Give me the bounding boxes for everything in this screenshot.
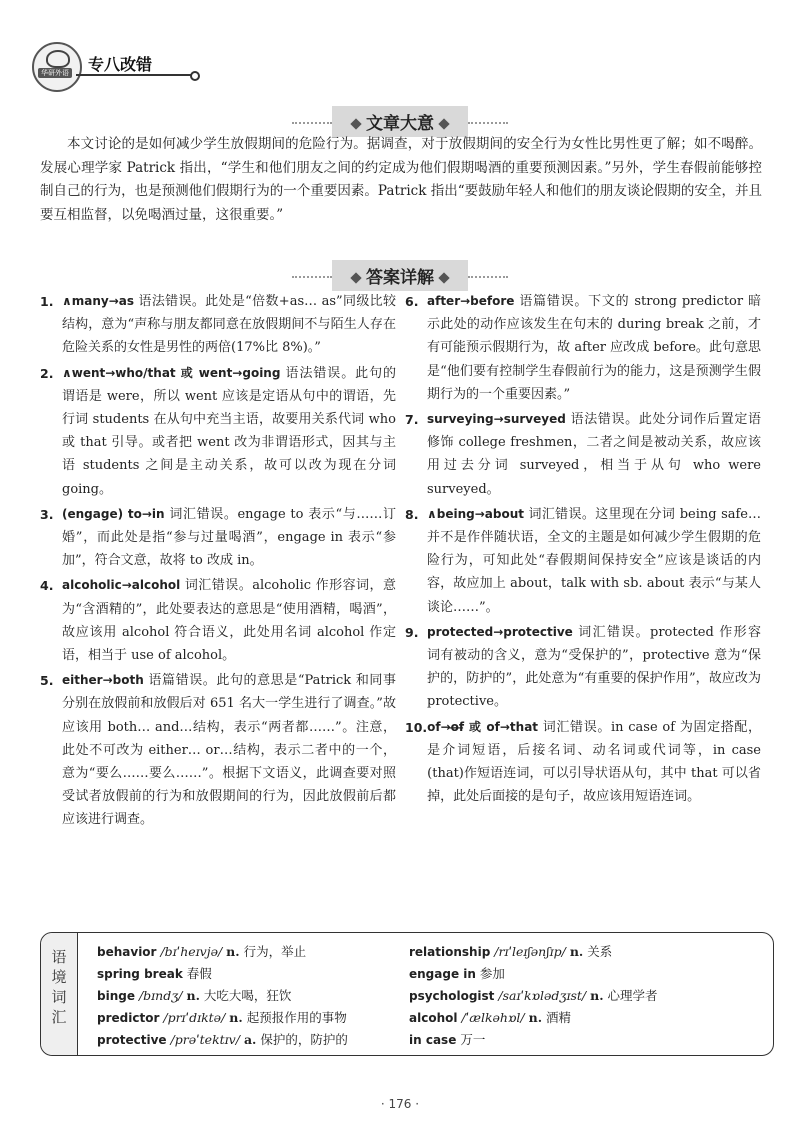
answer-item: 1. ∧many→as 语法错误。此处是“倍数+as… as”同级比较结构，意为“声称与朋友都同意在放假期间不与陌生人存在危险关系的女性是男性的两倍(17%比 8%)。” — [40, 294, 396, 356]
running-title: 专八改错 — [88, 55, 153, 74]
diamond-icon — [350, 272, 361, 283]
answer-item: 7. surveying→surveyed 语法错误。此处分词作后置定语修饰 college freshmen，二者之间是被动关系，故应该用过去分词 surveyed，相当于从句 who were surveyed。 — [405, 412, 761, 497]
vocab-entry: predictor /prɪˈdɪktə/ n. 起预报作用的事物 — [97, 1010, 347, 1025]
correction-key: ∧being→about — [427, 506, 524, 521]
answer-item: 6. after→before 语篇错误。下文的 strong predictor 暗示此处的动作应该发生在句末的 during break 之前，才有可能预示假期行为，故 after 应改成 before。此句意思是“他们要有控制学生春假前行为的能力，这是预测学生假期行为的一个重要因素。” — [405, 294, 761, 402]
page-number: · 176 · — [380, 1097, 420, 1111]
diamond-icon — [438, 272, 449, 283]
vocabulary-tag: 语境词汇 — [41, 933, 78, 1055]
correction-key: ∧many→as — [62, 294, 135, 308]
correction-key: after→before — [427, 294, 515, 308]
vocab-entry: behavior /bɪˈheɪvjə/ n. 行为，举止 — [97, 944, 307, 959]
page-header — [28, 40, 768, 90]
header-rule — [76, 74, 196, 76]
vocabulary-box — [40, 932, 774, 1056]
diamond-icon — [350, 118, 361, 129]
vocab-entry: alcohol /ˈælkəhɒl/ n. 酒精 — [409, 1010, 572, 1025]
answers-right-column — [405, 290, 761, 810]
logo-text: 华研外语 — [41, 69, 69, 77]
section-heading-summary: 文章大意 — [0, 106, 800, 137]
vocab-entry: binge /bɪndʒ/ n. 大吃大喝，狂饮 — [97, 988, 292, 1003]
vocab-entry: psychologist /saɪˈkɒlədʒɪst/ n. 心理学者 — [409, 988, 658, 1003]
answer-item: 4. alcoholic→alcohol 词汇错误。alcoholic 作形容词，意为“含酒精的”，此处要表达的意思是“使用酒精，喝酒”，故应该用 alcohol 符合语义，此处用名词 alcohol 作定语，相当于 use of alcohol。 — [40, 578, 396, 664]
diamond-icon — [438, 118, 449, 129]
correction-key: protected→protective — [427, 624, 573, 639]
answer-item: 9. protected→protective 词汇错误。protected 作形容词有被动的含义，意为“受保护的”，protective 意为“保护的，防护的”，此处意为“有重要的保护作用”，故应改为 protective。 — [405, 624, 761, 710]
owl-icon — [46, 50, 70, 68]
vocab-left-column — [97, 941, 397, 1051]
correction-key: ∧went→who/that 或 went→going — [62, 365, 281, 380]
correction-key: surveying→surveyed — [427, 412, 566, 427]
correction-key: (engage) to→in — [62, 506, 165, 521]
vocab-entry: in case 万一 — [409, 1032, 486, 1047]
answers-left-column — [40, 290, 396, 834]
vocab-entry: spring break 春假 — [97, 966, 212, 981]
vocab-entry: engage in 参加 — [409, 966, 505, 981]
answer-item: 8. ∧being→about 词汇错误。这里现在分词 being safe…并不是作伴随状语，全文的主题是如何减少学生假期的危险行为，可知此处“春假期间保持安全”应该是谈话的内容，故应加上 about，talk with sb. about 表示“与某人谈论……”。 — [405, 506, 761, 615]
correction-key: either→both — [62, 673, 144, 688]
correction-key: of→o̶f̶ 或 of→that — [427, 719, 539, 734]
answer-item: 3. (engage) to→in 词汇错误。engage to 表示“与……订婚”，而此处是指“参与过量喝酒”，engage in 表示“参加”，符合文意，故将 to 改成 in。 — [40, 506, 396, 569]
correction-key: alcoholic→alcohol — [62, 578, 181, 593]
vocab-entry: relationship /rɪˈleɪʃənʃɪp/ n. 关系 — [409, 944, 613, 959]
vocab-right-column — [409, 941, 759, 1051]
answer-item: 5. either→both 语篇错误。此句的意思是“Patrick 和同事分别在放假前和放假后对 651 名大一学生进行了调查。”故应该用 both… and…结构，表示“两者都……”。注意，此处不可改为 either… or…结构，表示二者中的一个，意为“要么……要么……”。根据下文语义，此调查要对照受试者放假前的行为和放假期间的行为，因此放假前后都应该进行调查。 — [40, 673, 396, 828]
summary-paragraph: 本文讨论的是如何减少学生放假期间的危险行为。据调查，对于放假期间的安全行为女性比男性更了解；如不喝醉。发展心理学家 Patrick 指出，“学生和他们朋友之间的约定成为他们假期喝酒的重要预测因素。”另外，学生春假前能够控制自己的行为，也是预测他们假期行为的一个重要因素。Patrick 指出“要鼓励年轻人和他们的朋友谈论假期的安全，并且要互相监督，以免喝酒过量，这很重要。” — [40, 136, 762, 223]
answer-item: 10. of→o̶f̶ 或 of→that 词汇错误。in case of 为固定搭配，是介词短语，后接名词、动名词或代词等，in case (that)作短语连词，可以引导状语从句，其中 that 可以省掉，此处后面接的是句子，故应该用短语连词。 — [405, 719, 761, 805]
answer-item: 2. ∧went→who/that 或 went→going 语法错误。此句的谓语是 were，所以 went 应该是定语从句中的谓语，先行词 students 在从句中充当主语，故要用关系代词 who 或 that 引导。或者把 went 改为非谓语形式，因其与主语 students 之间是主动关系，故可以改为现在分词 going。 — [40, 365, 396, 497]
vocab-entry: protective /prəˈtektɪv/ a. 保护的，防护的 — [97, 1032, 348, 1047]
section-heading-answers: 答案详解 — [0, 260, 800, 291]
publisher-logo — [32, 42, 82, 92]
